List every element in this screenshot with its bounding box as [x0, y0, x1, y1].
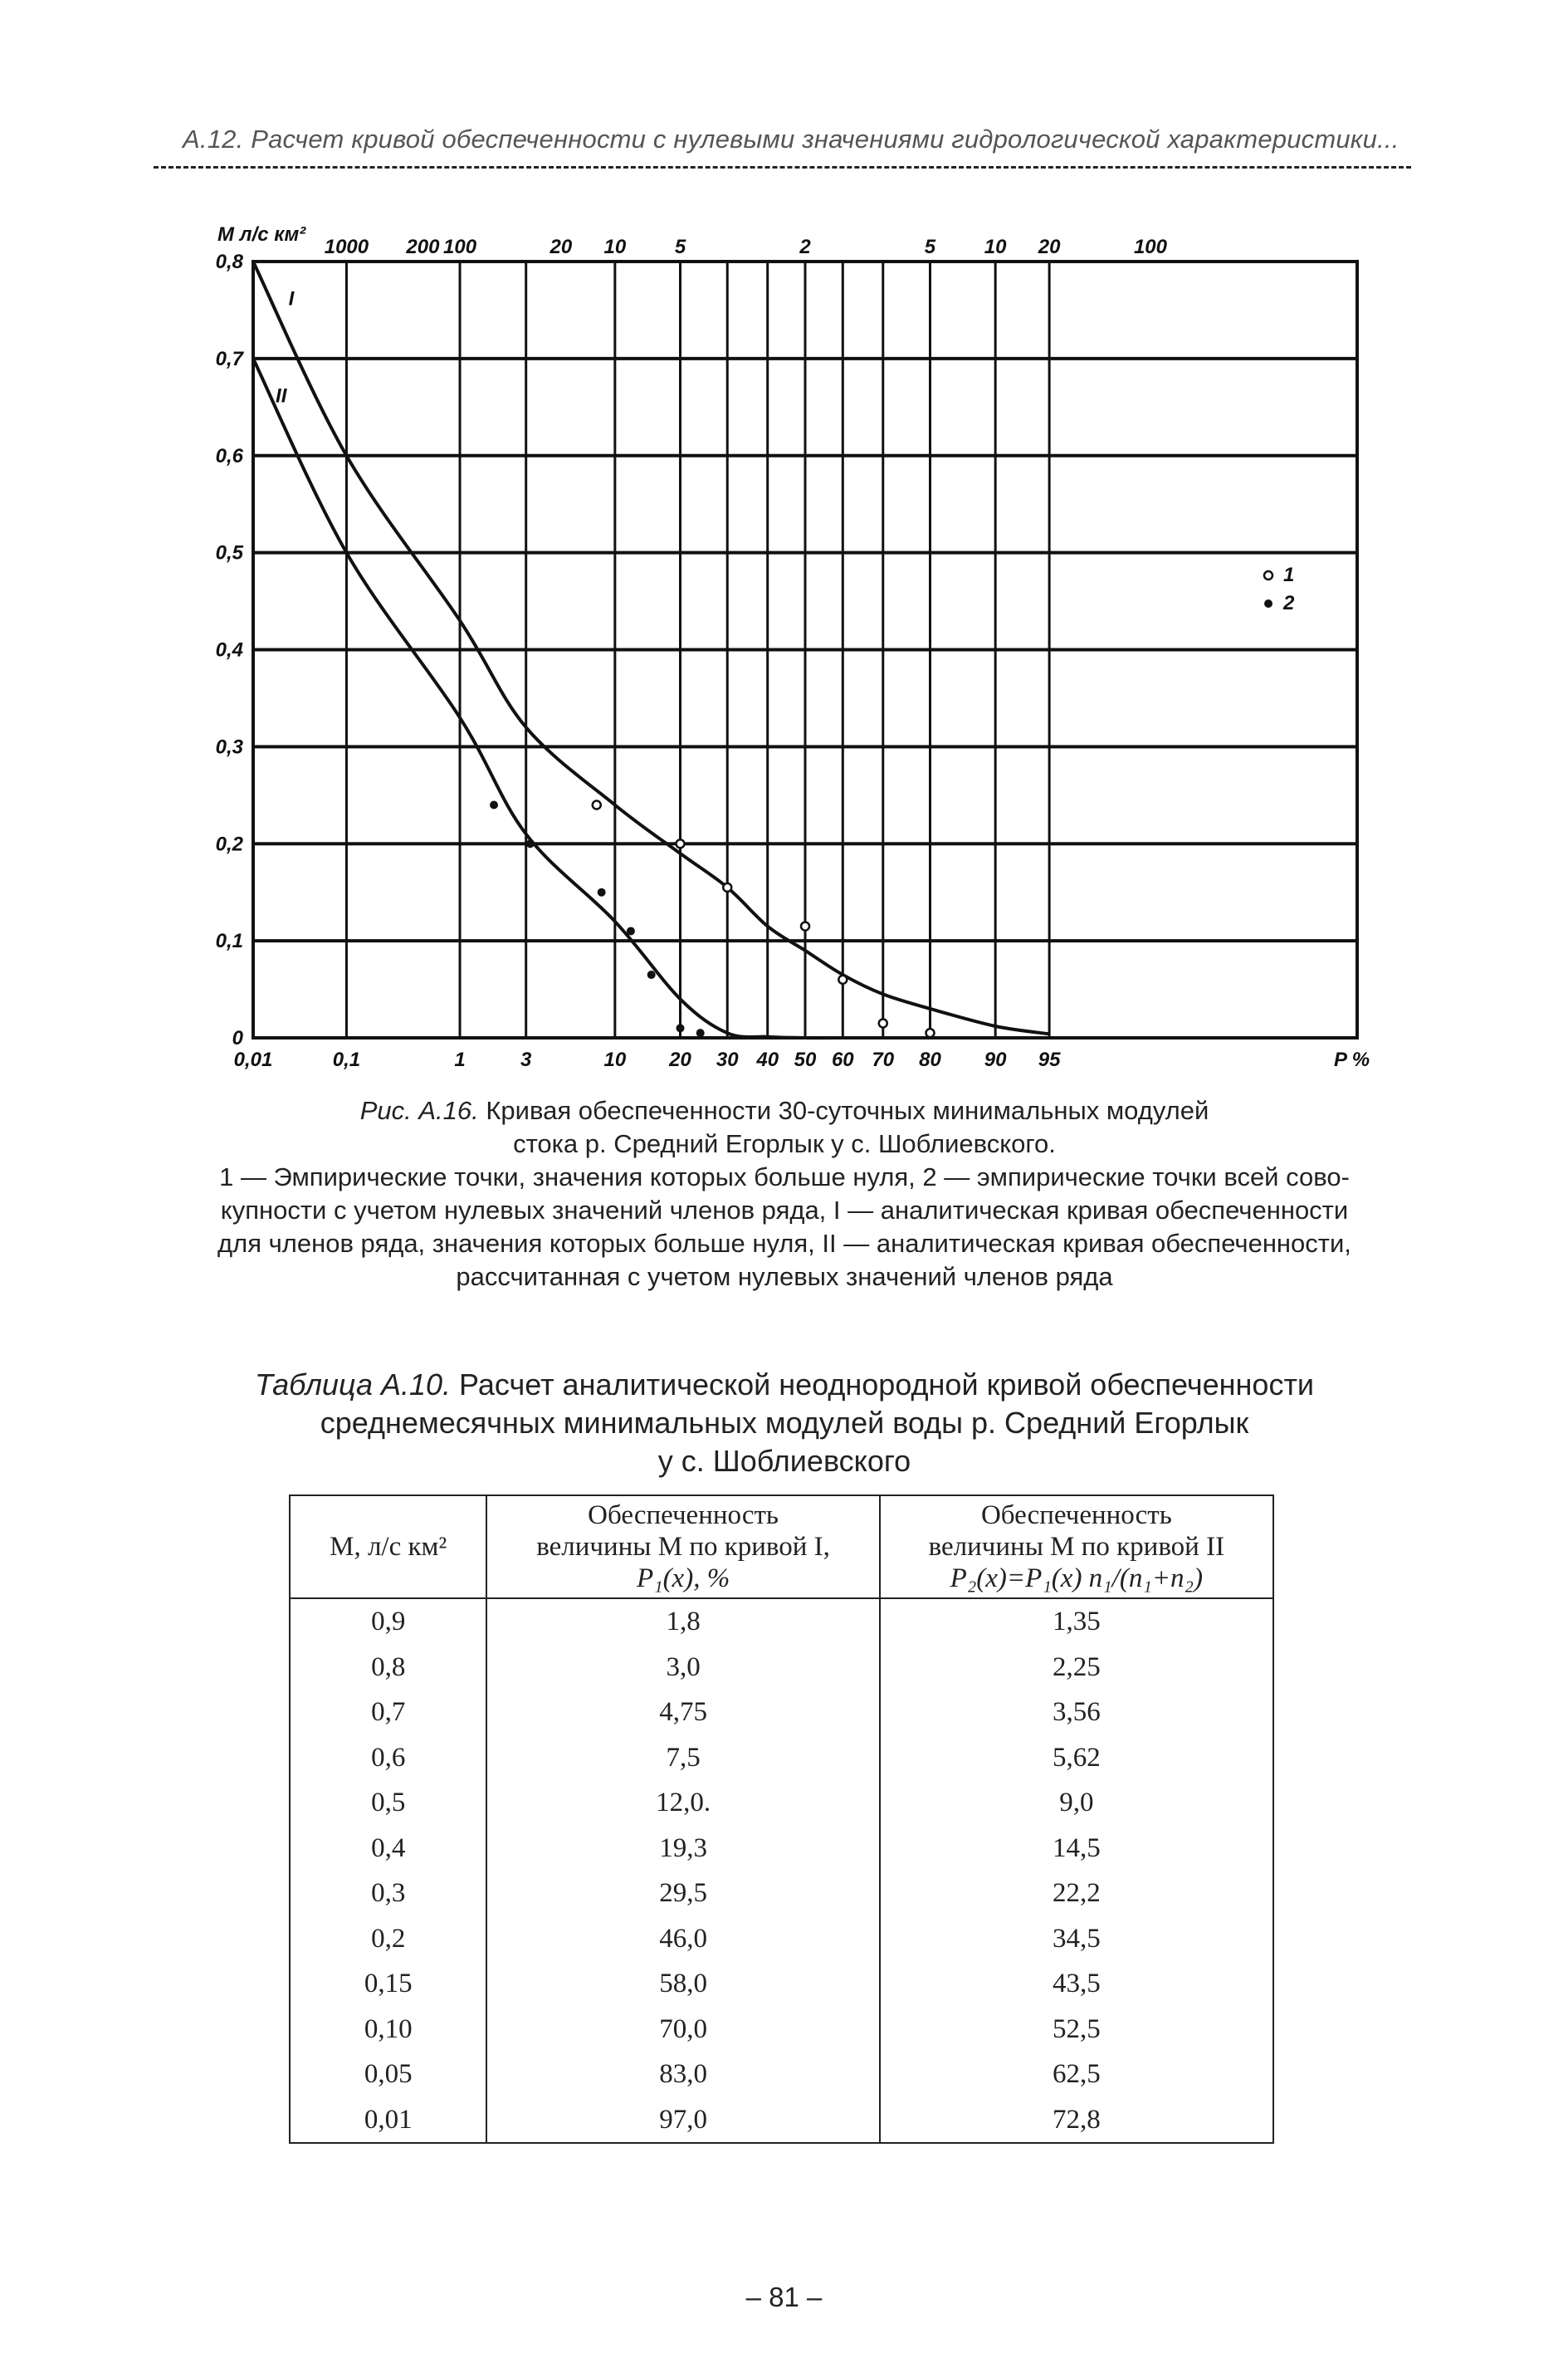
y-tick-label: 0,4 — [215, 638, 243, 662]
y-tick-label: 0,3 — [215, 736, 243, 759]
point-1 — [677, 839, 685, 848]
cell-p1: 19,3 — [486, 1826, 879, 1871]
point-2 — [490, 801, 498, 810]
header-curve-1-line-3: P₁(x), % — [636, 1563, 730, 1593]
caption-line-2: стока р. Средний Егорлык у с. Шоблиевского. — [513, 1129, 1056, 1158]
header-curve-2-line-2: величины M по кривой II — [928, 1532, 1225, 1562]
header-modulus: M, л/с км² — [290, 1495, 486, 1598]
data-table — [289, 1494, 1274, 2144]
header-curve-2 — [880, 1495, 1273, 1598]
x-top-tick-label: 100 — [443, 236, 477, 258]
cell-modulus: 0,3 — [290, 1871, 486, 1916]
table-row — [290, 1961, 1273, 2007]
y-axis-label: M л/с км² — [217, 223, 306, 246]
cell-modulus: 0,9 — [290, 1598, 486, 1645]
x-top-tick-label: 5 — [674, 236, 686, 258]
x-top-tick-label: 10 — [603, 236, 627, 258]
x-tick-label: 1 — [454, 1049, 466, 1071]
x-top-tick-label: 2 — [799, 236, 811, 258]
point-1 — [926, 1029, 934, 1037]
table-row — [290, 2097, 1273, 2144]
point-2 — [696, 1029, 705, 1037]
x-tick-label: 20 — [669, 1049, 691, 1071]
cell-p2: 14,5 — [880, 1826, 1273, 1871]
table-row — [290, 1598, 1273, 1645]
x-tick-label: 3 — [520, 1049, 532, 1071]
caption-line-3: 1 — Эмпирические точки, значения которых больше нуля, 2 — эмпирические точки всей сово- — [219, 1162, 1350, 1191]
cell-modulus: 0,05 — [290, 2052, 486, 2097]
cell-p2: 5,62 — [880, 1735, 1273, 1781]
table-header-row — [290, 1495, 1273, 1598]
chart-points — [490, 801, 934, 1038]
y-tick-label: 0,8 — [215, 251, 243, 273]
x-top-tick-label: 1000 — [324, 236, 369, 258]
table-row — [290, 2052, 1273, 2097]
cell-modulus: 0,6 — [290, 1735, 486, 1781]
y-tick-label: 0,1 — [215, 930, 243, 953]
curve-II — [253, 359, 843, 1038]
cell-p2: 22,2 — [880, 1871, 1273, 1916]
point-2 — [677, 1024, 685, 1032]
cell-p2: 52,5 — [880, 2007, 1273, 2052]
header-curve-1-line-2: величины M по кривой I, — [536, 1532, 830, 1562]
legend-marker-1 — [1264, 571, 1272, 580]
x-tick-label: 0,01 — [233, 1049, 273, 1071]
x-tick-label: 50 — [794, 1049, 817, 1071]
table-title-line-2: среднемесячных минимальных модулей воды р. Средний Егорлык — [320, 1406, 1249, 1440]
point-2 — [647, 971, 656, 979]
legend-label-1: 1 — [1283, 564, 1295, 586]
cell-modulus: 0,2 — [290, 1916, 486, 1962]
x-tick-label: 0,1 — [332, 1049, 361, 1071]
curve-label-II: II — [276, 384, 287, 408]
table-row — [290, 1871, 1273, 1916]
header-curve-2-line-3: P₂(x)=P₁(x) n₁/(n₁+n₂) — [950, 1563, 1204, 1593]
table-title-line-3: у с. Шоблиевского — [657, 1444, 911, 1478]
cell-p1: 97,0 — [486, 2097, 879, 2144]
table-title — [149, 1366, 1419, 1480]
cell-p1: 1,8 — [486, 1598, 879, 1645]
cell-p2: 72,8 — [880, 2097, 1273, 2144]
curve-label-I: I — [288, 287, 295, 311]
point-1 — [723, 883, 731, 892]
x-top-tick-label: 100 — [1133, 236, 1167, 258]
x-axis-tick-labels-top — [325, 236, 1168, 258]
x-tick-label: 70 — [872, 1049, 895, 1071]
chart-legend — [1264, 564, 1295, 614]
legend-marker-2 — [1264, 599, 1272, 608]
x-top-tick-label: 5 — [924, 236, 936, 258]
x-top-tick-label: 20 — [1038, 236, 1061, 258]
table-row — [290, 1735, 1273, 1781]
cell-p1: 46,0 — [486, 1916, 879, 1962]
y-tick-label: 0,2 — [215, 833, 243, 856]
header-curve-2-line-1: Обеспеченность — [980, 1500, 1172, 1530]
cell-p2: 9,0 — [880, 1780, 1273, 1826]
x-axis-tick-labels-bottom — [234, 1049, 1370, 1071]
x-tick-label: 10 — [603, 1049, 627, 1071]
legend-label-2: 2 — [1283, 592, 1295, 614]
cell-modulus: 0,01 — [290, 2097, 486, 2144]
table-label: Таблица А.10. — [254, 1367, 452, 1402]
point-1 — [879, 1019, 887, 1027]
cell-p2: 43,5 — [880, 1961, 1273, 2007]
y-tick-label: 0 — [232, 1027, 243, 1049]
x-tick-label: 90 — [984, 1049, 1007, 1071]
table-row — [290, 1780, 1273, 1826]
point-1 — [838, 976, 847, 984]
x-top-tick-label: 10 — [984, 236, 1007, 258]
cell-p1: 3,0 — [486, 1645, 879, 1690]
point-2 — [598, 888, 606, 897]
cell-p1: 7,5 — [486, 1735, 879, 1781]
cell-modulus: 0,7 — [290, 1690, 486, 1735]
cell-p2: 62,5 — [880, 2052, 1273, 2097]
x-top-tick-label: 200 — [406, 236, 440, 258]
cell-p1: 58,0 — [486, 1961, 879, 2007]
point-2 — [627, 927, 635, 935]
table-row — [290, 2007, 1273, 2052]
x-tick-label: 60 — [831, 1049, 854, 1071]
cell-p2: 3,56 — [880, 1690, 1273, 1735]
page-number: – 81 – — [745, 2282, 823, 2312]
cell-p1: 12,0. — [486, 1780, 879, 1826]
y-tick-label: 0,6 — [215, 444, 243, 467]
x-tick-label: 95 — [1038, 1049, 1061, 1071]
header-curve-1-line-1: Обеспеченность — [588, 1500, 779, 1530]
caption-line-5: для членов ряда, значения которых больше нуля, II — аналитическая кривая обеспеченности, — [217, 1229, 1351, 1258]
table-title-line-1: Расчет аналитической неоднородной кривой обеспеченности — [459, 1367, 1315, 1402]
table-row — [290, 1826, 1273, 1871]
caption-line-6: рассчитанная с учетом нулевых значений членов ряда — [456, 1262, 1113, 1291]
cell-modulus: 0,5 — [290, 1780, 486, 1826]
cell-p1: 29,5 — [486, 1871, 879, 1916]
point-1 — [801, 922, 809, 931]
x-axis-label: P % — [1334, 1049, 1370, 1071]
cell-p2: 1,35 — [880, 1598, 1273, 1645]
cell-modulus: 0,8 — [290, 1645, 486, 1690]
y-tick-label: 0,5 — [215, 541, 243, 565]
table-row — [290, 1645, 1273, 1690]
caption-line-1: Кривая обеспеченности 30-суточных минимальных модулей — [486, 1096, 1209, 1125]
figure-label: Рис. А.16. — [359, 1096, 479, 1125]
x-tick-label: 30 — [716, 1049, 739, 1071]
probability-chart — [0, 0, 1568, 1079]
cell-p2: 2,25 — [880, 1645, 1273, 1690]
y-tick-label: 0,7 — [215, 347, 243, 370]
y-axis-tick-labels — [216, 251, 245, 1049]
cell-p2: 34,5 — [880, 1916, 1273, 1962]
point-1 — [593, 801, 601, 810]
x-tick-label: 40 — [756, 1049, 779, 1071]
cell-modulus: 0,4 — [290, 1826, 486, 1871]
header-curve-1 — [486, 1495, 879, 1598]
cell-modulus: 0,15 — [290, 1961, 486, 2007]
table-row — [290, 1916, 1273, 1962]
cell-p1: 83,0 — [486, 2052, 879, 2097]
table-row — [290, 1690, 1273, 1735]
caption-line-4: купности с учетом нулевых значений членов ряда, I — аналитическая кривая обеспеченности — [220, 1196, 1349, 1225]
x-tick-label: 80 — [919, 1049, 941, 1071]
cell-p1: 70,0 — [486, 2007, 879, 2052]
point-2 — [526, 839, 535, 848]
x-top-tick-label: 20 — [550, 236, 573, 258]
cell-p1: 4,75 — [486, 1690, 879, 1735]
figure-caption — [149, 1094, 1419, 1294]
running-head: А.12. Расчет кривой обеспеченности с нулевыми значениями гидрологической характеристики... — [183, 125, 1399, 154]
cell-modulus: 0,10 — [290, 2007, 486, 2052]
